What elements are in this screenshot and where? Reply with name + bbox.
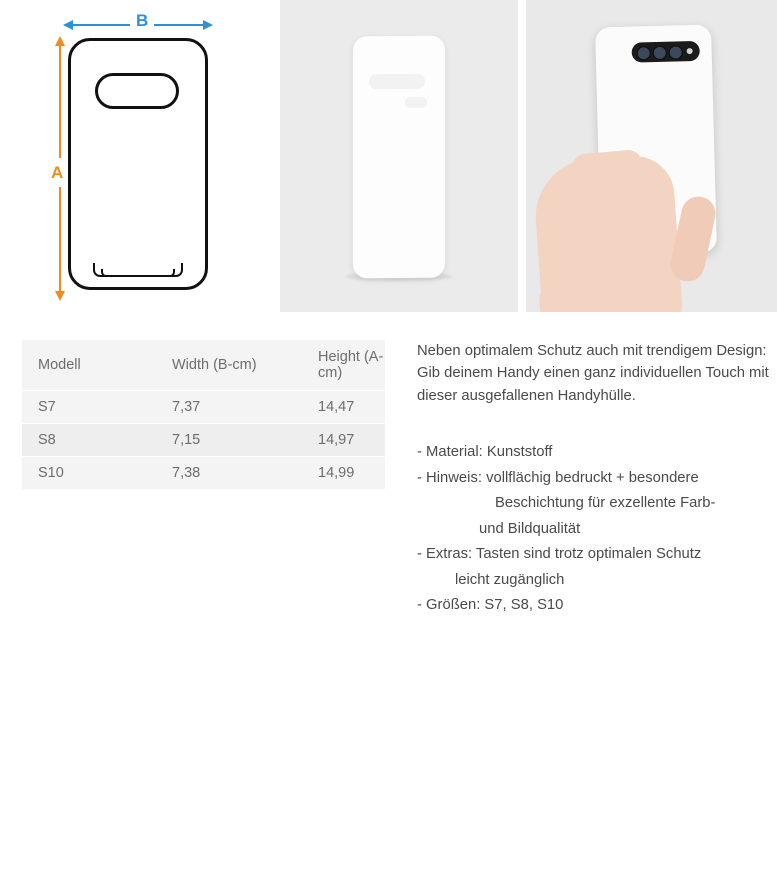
case-lens-cutout-secondary bbox=[405, 97, 427, 108]
bottom-notch-inner-shape bbox=[101, 269, 175, 277]
column-header-height: Height (A-cm) bbox=[302, 340, 385, 391]
table-row bbox=[22, 391, 385, 424]
finger-shape bbox=[563, 211, 640, 242]
cell-width: 7,37 bbox=[156, 391, 302, 424]
camera-cutout-shape bbox=[95, 73, 179, 109]
camera-lens-icon bbox=[652, 46, 666, 60]
spec-item-note-cont1: Beschichtung für exzellente Farb- bbox=[495, 495, 716, 512]
white-case-photo-panel bbox=[280, 0, 518, 312]
cell-width: 7,15 bbox=[156, 424, 302, 457]
finger-shape bbox=[567, 240, 634, 268]
column-header-width: Width (B-cm) bbox=[156, 340, 302, 391]
cell-model: S8 bbox=[22, 424, 156, 457]
cell-height: 14,47 bbox=[302, 391, 385, 424]
hand-holding-phone-panel bbox=[526, 0, 777, 312]
hand-illustration bbox=[526, 0, 777, 312]
spec-item-sizes: - Größen: S7, S8, S10 bbox=[417, 597, 564, 614]
description-paragraph: Neben optimalem Schutz auch mit trendigem Design: Gib deinem Handy einen ganz individuellen Touch mit dieser ausgefallenen Handyhülle. bbox=[417, 343, 769, 404]
white-case-shape bbox=[353, 36, 445, 279]
camera-lens-icon bbox=[668, 45, 682, 59]
spec-item-note: - Hinweis: vollflächig bedruckt + besondere bbox=[417, 469, 699, 486]
cell-height: 14,97 bbox=[302, 424, 385, 457]
case-lens-cutout bbox=[369, 74, 425, 89]
cell-height: 14,99 bbox=[302, 457, 385, 490]
finger-shape bbox=[565, 179, 645, 212]
size-table-column bbox=[0, 340, 400, 620]
product-details-section bbox=[0, 312, 777, 620]
spec-item-material: - Material: Kunststoff bbox=[417, 444, 553, 461]
table-header-row bbox=[22, 340, 385, 391]
camera-lens-icon bbox=[636, 46, 650, 60]
width-label: B bbox=[130, 12, 154, 29]
description-column bbox=[400, 340, 777, 620]
case-outline-shape bbox=[68, 38, 208, 290]
table-row bbox=[22, 424, 385, 457]
phone-camera-module bbox=[631, 41, 700, 63]
height-label: A bbox=[51, 158, 63, 187]
cell-model: S10 bbox=[22, 457, 156, 490]
specification-list bbox=[417, 441, 777, 616]
spec-item-extras: - Extras: Tasten sind trotz optimalen Schutz bbox=[417, 546, 702, 563]
dimension-diagram-panel bbox=[0, 0, 272, 312]
product-image-strip bbox=[0, 0, 777, 312]
cell-width: 7,38 bbox=[156, 457, 302, 490]
camera-flash-icon bbox=[686, 48, 692, 54]
spec-item-note-cont2: und Bildqualität bbox=[479, 520, 581, 537]
size-table bbox=[22, 340, 385, 490]
table-row bbox=[22, 457, 385, 490]
column-header-model: Modell bbox=[22, 340, 156, 391]
cell-model: S7 bbox=[22, 391, 156, 424]
spec-item-extras-cont: leicht zugänglich bbox=[455, 571, 565, 588]
